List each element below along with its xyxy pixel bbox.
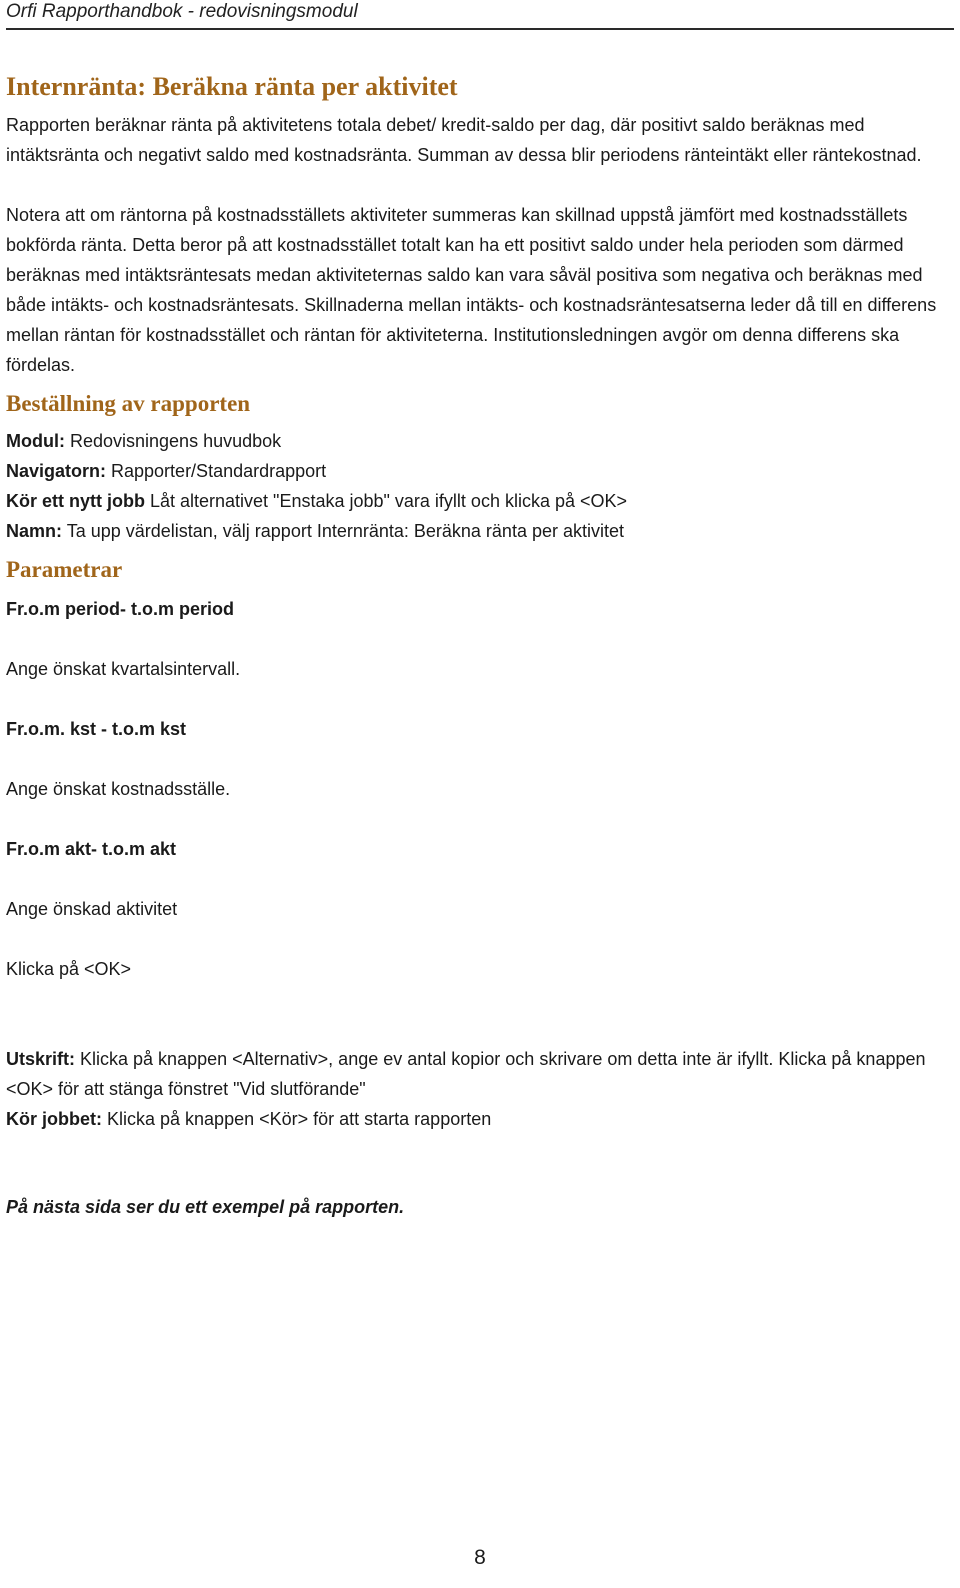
page-header [6,0,954,30]
navigator-line [6,456,952,486]
name-line [6,516,952,546]
modul-value: Redovisningens huvudbok [64,431,282,451]
akt-param-desc: Ange önskad aktivitet [6,899,178,919]
kst-param-desc: Ange önskat kostnadsställe. [6,779,231,799]
order-heading: Beställning av rapporten [6,391,251,416]
closing-note: På nästa sida ser du ett exempel på rapporten. [6,1197,405,1217]
page-title: Internränta: Beräkna ränta per aktivitet [6,72,458,101]
document-body [6,68,952,1222]
page-number: 8 [474,1546,486,1569]
name-label: Namn: [6,521,63,541]
period-param-desc: Ange önskat kvartalsintervall. [6,659,241,679]
run-job-label: Kör ett nytt jobb [6,491,145,511]
click-ok-text: Klicka på <OK> [6,959,132,979]
intro-paragraph-2: Notera att om räntorna på kostnadsställets aktiviteter summeras kan skillnad uppstå jämfört med kostnadsställets bokförda ränta. Detta beror på att kostnadsstället totalt kan ha ett positivt saldo under hela perioden som därmed beräknas med intäktsräntesats medan aktiviteternas saldo kan vara såväl positiva som negativa och beräknas med både intäkts- och kostnadsräntesats. Skillnaderna mellan intäkts- och kostnadsräntesatserna leder då till en differens mellan räntan för kostnadsstället och räntan för aktiviteterna. Institutionsledningen avgör om denna differens ska fördelas. [6,205,937,375]
kst-param-label: Fr.o.m. kst - t.o.m kst [6,719,187,739]
print-line [6,1044,952,1104]
modul-label: Modul: [6,431,65,451]
header-text: Orfi Rapporthandbok - redovisningsmodul [6,1,358,22]
modul-line [6,426,952,456]
parameters-heading: Parametrar [6,557,123,582]
intro-paragraph-1: Rapporten beräknar ränta på aktivitetens totala debet/ kredit-saldo per dag, där positivt saldo beräknas med intäktsränta och negativt saldo med kostnadsränta. Summan av dessa blir periodens ränteintäkt eller räntekostnad. [6,115,922,165]
run-job-line [6,486,952,516]
print-label: Utskrift: [6,1049,76,1069]
print-value: Klicka på knappen <Alternativ>, ange ev antal kopior och skrivare om detta inte är ifyllt. Klicka på knappen <OK> för att stänga fönstret "Vid slutförande" [6,1049,926,1099]
run-report-label: Kör jobbet: [6,1109,102,1129]
akt-param-label: Fr.o.m akt- t.o.m akt [6,839,177,859]
navigator-label: Navigatorn: [6,461,107,481]
run-report-value: Klicka på knappen <Kör> för att starta rapporten [102,1109,492,1129]
name-value: Ta upp värdelistan, välj rapport Internränta: Beräkna ränta per aktivitet [62,521,624,541]
period-param-label: Fr.o.m period- t.o.m period [6,599,235,619]
navigator-value: Rapporter/Standardrapport [106,461,327,481]
run-job-value: Låt alternativet "Enstaka jobb" vara ifyllt och klicka på <OK> [144,491,628,511]
run-report-line [6,1104,952,1134]
